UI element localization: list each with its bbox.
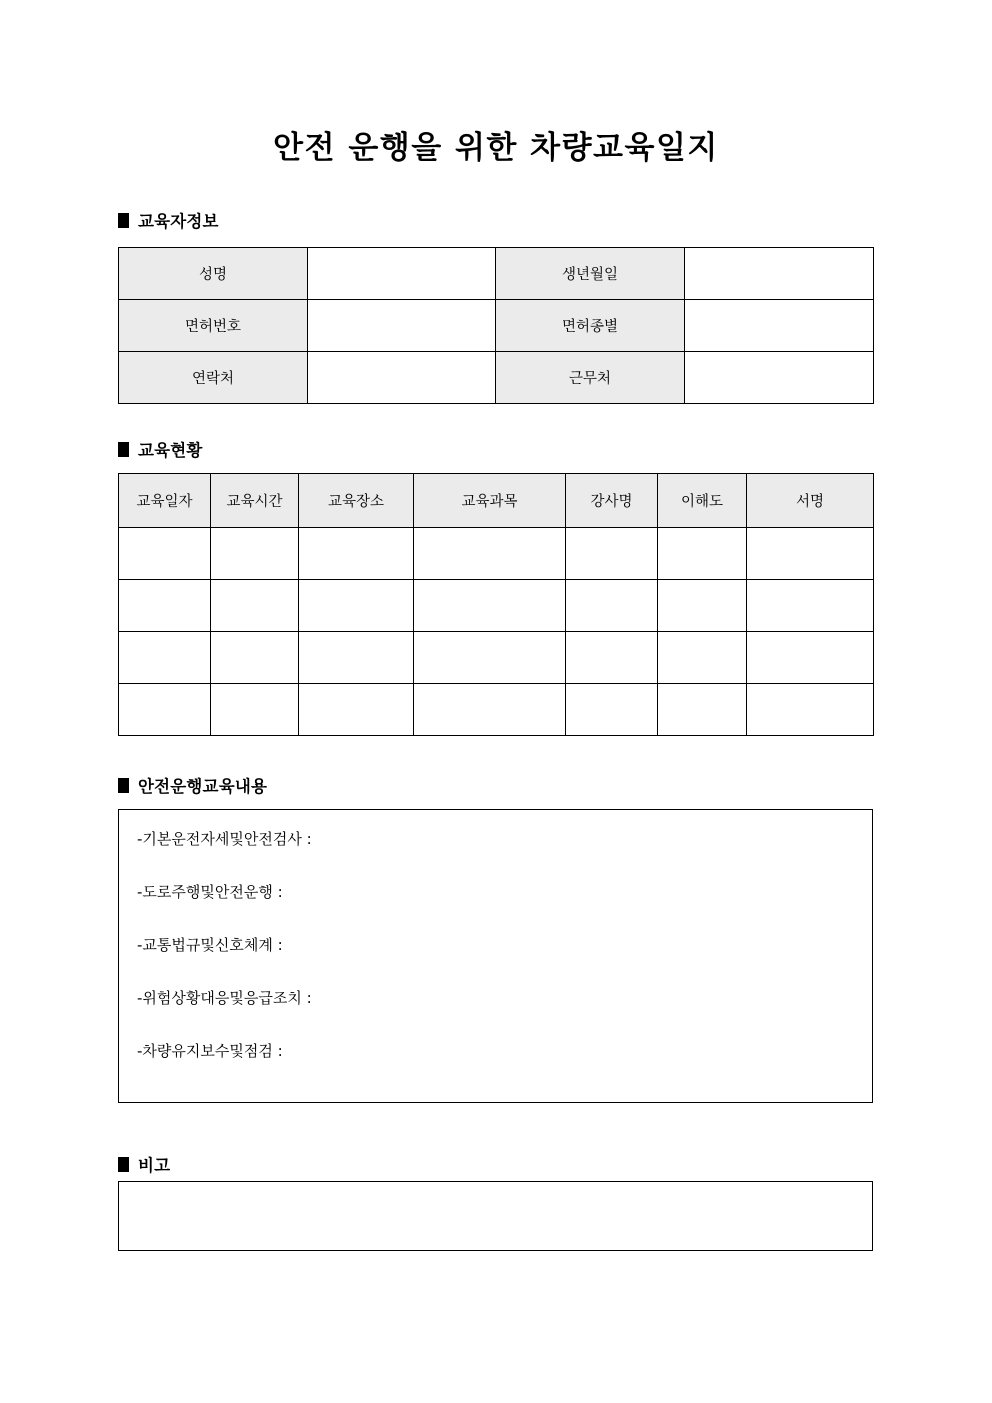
cell-time[interactable] (211, 580, 299, 632)
column-header-signature: 서명 (747, 474, 874, 528)
square-bullet-icon (118, 442, 129, 457)
field-label-license-type: 면허종별 (496, 300, 685, 352)
table-header-row (119, 474, 874, 528)
cell-place[interactable] (299, 684, 414, 736)
cell-date[interactable] (119, 528, 211, 580)
table-row (119, 528, 874, 580)
cell-subject[interactable] (414, 528, 566, 580)
cell-signature[interactable] (747, 528, 874, 580)
square-bullet-icon (118, 213, 129, 228)
column-header-subject: 교육과목 (414, 474, 566, 528)
table-row (119, 580, 874, 632)
column-header-comprehension: 이해도 (658, 474, 747, 528)
field-value-license-number[interactable] (308, 300, 496, 352)
field-label-license-number: 면허번호 (119, 300, 308, 352)
cell-comprehension[interactable] (658, 580, 747, 632)
training-content-box[interactable] (118, 809, 873, 1103)
cell-time[interactable] (211, 528, 299, 580)
cell-place[interactable] (299, 528, 414, 580)
cell-time[interactable] (211, 632, 299, 684)
section-heading-label: 교육현황 (138, 441, 203, 460)
cell-signature[interactable] (747, 632, 874, 684)
cell-comprehension[interactable] (658, 632, 747, 684)
section-heading-trainee-info (118, 208, 219, 232)
field-value-contact[interactable] (308, 352, 496, 404)
section-heading-training-status (118, 437, 203, 461)
training-status-table (118, 473, 874, 736)
table-row (119, 248, 874, 300)
cell-place[interactable] (299, 632, 414, 684)
cell-signature[interactable] (747, 580, 874, 632)
content-line-vehicle-maintenance: -차량유지보수및점검 : (137, 1042, 283, 1060)
content-line-basic-posture: -기본운전자세및안전검사 : (137, 830, 312, 848)
trainee-info-table (118, 247, 874, 404)
cell-comprehension[interactable] (658, 684, 747, 736)
cell-time[interactable] (211, 684, 299, 736)
section-heading-label: 비고 (138, 1156, 171, 1175)
cell-instructor[interactable] (566, 580, 658, 632)
cell-instructor[interactable] (566, 632, 658, 684)
field-value-license-type[interactable] (685, 300, 874, 352)
field-label-name: 성명 (119, 248, 308, 300)
content-line-road-driving: -도로주행및안전운행 : (137, 883, 283, 901)
remarks-box[interactable] (118, 1181, 873, 1251)
cell-instructor[interactable] (566, 528, 658, 580)
field-label-workplace: 근무처 (496, 352, 685, 404)
training-content-list (119, 810, 872, 1059)
cell-date[interactable] (119, 632, 211, 684)
page-title: 안전 운행을 위한 차량교육일지 (273, 130, 719, 166)
section-heading-remarks (118, 1152, 170, 1176)
table-row (119, 300, 874, 352)
cell-comprehension[interactable] (658, 528, 747, 580)
table-row (119, 632, 874, 684)
section-heading-label: 안전운행교육내용 (138, 777, 268, 796)
section-heading-training-content (118, 773, 267, 797)
cell-date[interactable] (119, 580, 211, 632)
square-bullet-icon (118, 1157, 129, 1172)
field-label-contact: 연락처 (119, 352, 308, 404)
cell-date[interactable] (119, 684, 211, 736)
cell-subject[interactable] (414, 684, 566, 736)
column-header-place: 교육장소 (299, 474, 414, 528)
field-value-birthdate[interactable] (685, 248, 874, 300)
table-row (119, 352, 874, 404)
cell-place[interactable] (299, 580, 414, 632)
square-bullet-icon (118, 778, 129, 793)
column-header-date: 교육일자 (119, 474, 211, 528)
content-line-traffic-law: -교통법규및신호체계 : (137, 936, 283, 954)
field-value-name[interactable] (308, 248, 496, 300)
column-header-time: 교육시간 (211, 474, 299, 528)
column-header-instructor: 강사명 (566, 474, 658, 528)
table-row (119, 684, 874, 736)
section-heading-label: 교육자정보 (138, 212, 219, 231)
cell-subject[interactable] (414, 632, 566, 684)
cell-signature[interactable] (747, 684, 874, 736)
field-value-workplace[interactable] (685, 352, 874, 404)
cell-instructor[interactable] (566, 684, 658, 736)
field-label-birthdate: 생년월일 (496, 248, 685, 300)
content-line-emergency-response: -위험상황대응및응급조치 : (137, 989, 312, 1007)
cell-subject[interactable] (414, 580, 566, 632)
